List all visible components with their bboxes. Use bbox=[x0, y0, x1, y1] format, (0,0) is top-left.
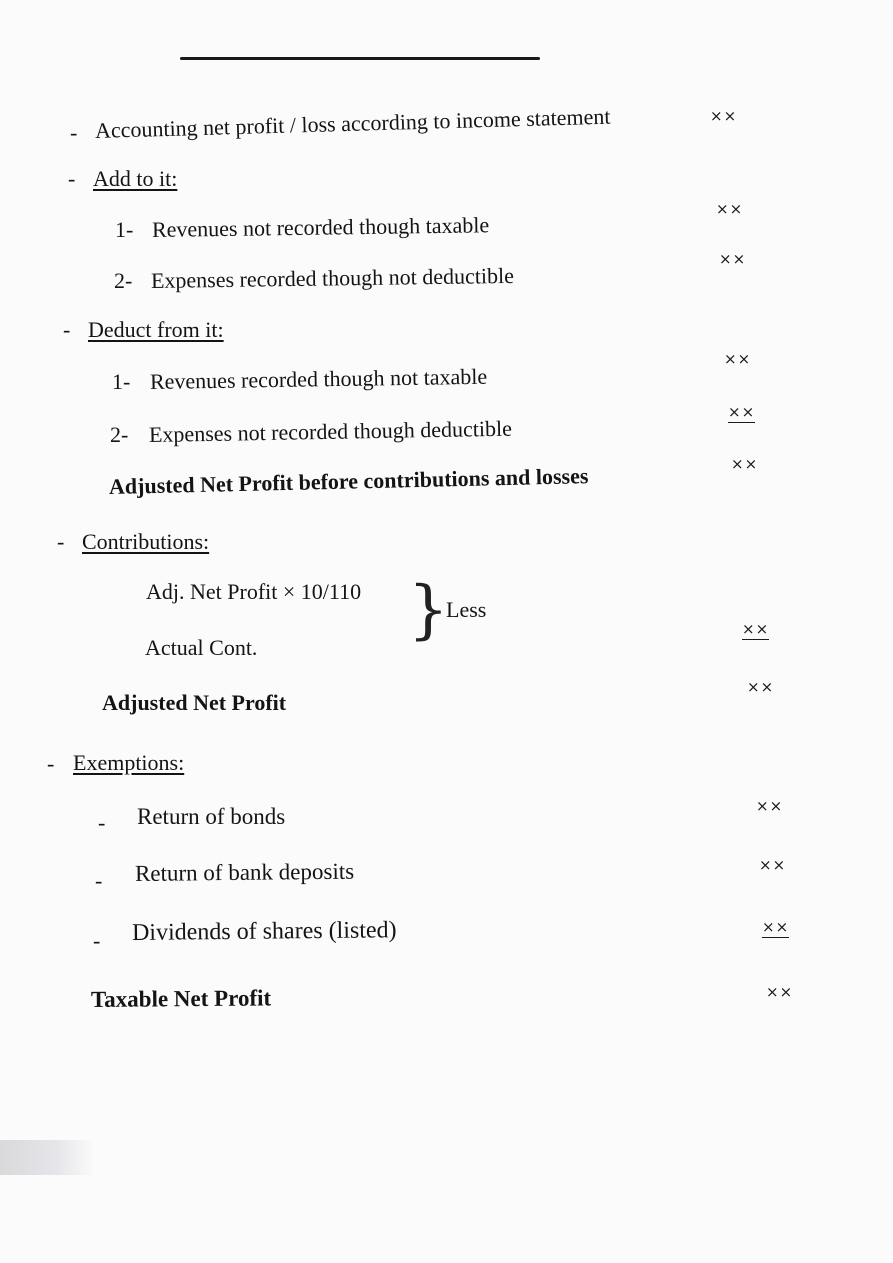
taxable-net-profit-label: Taxable Net Profit bbox=[90, 985, 272, 1012]
return-of-bonds-amount: ×× bbox=[756, 797, 784, 815]
dividends-of-shares-label: Dividends of shares (listed) bbox=[131, 917, 397, 946]
adjusted-net-profit-amount: ×× bbox=[747, 678, 775, 696]
item-number: 1- bbox=[115, 217, 134, 242]
bullet-dash: - bbox=[93, 928, 101, 953]
revenues-not-recorded-amount: ×× bbox=[716, 200, 744, 218]
deduct-from-it-heading: Deduct from it: bbox=[88, 317, 224, 342]
contribution-amount: ×× bbox=[742, 620, 770, 638]
expenses-recorded-label: Expenses recorded though not deductible bbox=[150, 262, 515, 293]
accounting-net-profit-label: Accounting net profit / loss according to income statement bbox=[94, 103, 611, 143]
bullet-dash: - bbox=[63, 317, 71, 342]
taxable-net-profit-amount: ×× bbox=[766, 983, 794, 1001]
item-number: 2- bbox=[114, 268, 133, 293]
expenses-not-recorded-label: Expenses not recorded though deductible bbox=[148, 415, 513, 447]
return-of-bank-deposits-amount: ×× bbox=[759, 856, 787, 874]
bullet-dash: - bbox=[47, 751, 55, 776]
contribution-formula: Adj. Net Profit × 10/110 bbox=[146, 579, 362, 604]
bullet-dash: - bbox=[57, 529, 65, 554]
bullet-dash: - bbox=[70, 120, 78, 145]
contributions-heading: Contributions: bbox=[82, 529, 210, 554]
expenses-not-recorded-amount: ×× bbox=[728, 403, 756, 421]
return-of-bonds-label: Return of bonds bbox=[137, 804, 286, 829]
actual-contribution-label: Actual Cont. bbox=[145, 635, 258, 660]
scan-shadow bbox=[0, 1140, 95, 1175]
revenues-not-recorded-label: Revenues not recorded though taxable bbox=[151, 212, 490, 242]
exemptions-heading: Exemptions: bbox=[73, 750, 185, 775]
header-rule bbox=[180, 57, 540, 60]
adjusted-before-contributions-amount: ×× bbox=[731, 455, 759, 473]
bullet-dash: - bbox=[95, 868, 103, 893]
add-to-it-heading: Add to it: bbox=[93, 166, 178, 191]
bullet-dash: - bbox=[68, 166, 76, 191]
dividends-of-shares-amount: ×× bbox=[762, 918, 790, 936]
less-label: Less bbox=[446, 597, 487, 622]
adjusted-net-profit-label: Adjusted Net Profit bbox=[102, 690, 287, 715]
right-brace: } bbox=[408, 573, 449, 647]
revenues-recorded-amount: ×× bbox=[724, 350, 752, 368]
bullet-dash: - bbox=[98, 810, 106, 835]
expenses-recorded-amount: ×× bbox=[719, 250, 747, 268]
return-of-bank-deposits-label: Return of bank deposits bbox=[134, 858, 355, 886]
accounting-net-profit-amount: ×× bbox=[710, 107, 738, 125]
item-number: 2- bbox=[110, 422, 129, 447]
item-number: 1- bbox=[112, 369, 131, 394]
adjusted-before-contributions-label: Adjusted Net Profit before contributions and losses bbox=[108, 463, 589, 499]
revenues-recorded-label: Revenues recorded though not taxable bbox=[149, 363, 488, 394]
